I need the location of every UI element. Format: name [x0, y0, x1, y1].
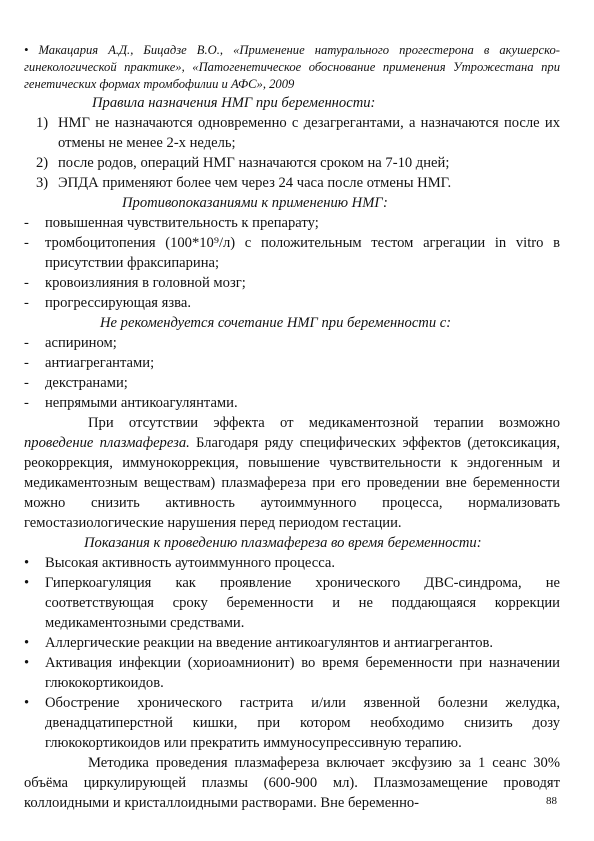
list-marker: 1): [36, 115, 49, 131]
list-item: [24, 653, 560, 693]
method-paragraph: Методика проведения плазмафереза включает эксфузию за 1 сеанс 30% объёма циркулирующей плазмы (600-900 мл). Плазмозамещение проводят коллоидными и кристаллоидными растворами. Вне беременно-: [24, 755, 560, 811]
list-item: [24, 573, 560, 633]
list-item: [24, 553, 560, 573]
list-item: [24, 213, 560, 233]
reference-citation: • Макацария А.Д., Бицадзе В.О., «Применение натурального прогестерона в акушерско-гинекологической практике», «Патогенетическое обоснование применения Утрожестана при генетических формах тромбофилии и АФС», 2009: [24, 43, 560, 91]
list-item: [24, 233, 560, 273]
plasmapheresis-paragraph: [24, 413, 560, 533]
bullet-icon: •: [24, 655, 30, 671]
list-item: [24, 393, 560, 413]
list-marker: 3): [36, 175, 49, 191]
dash-marker: -: [24, 335, 29, 351]
list-marker: 2): [36, 155, 49, 171]
dash-marker: -: [24, 355, 29, 371]
list-item: [24, 293, 560, 313]
list-item: [24, 333, 560, 353]
dash-marker: -: [24, 395, 29, 411]
bullet-icon: •: [24, 555, 30, 571]
list-item: [24, 273, 560, 293]
combo-heading: Не рекомендуется сочетание НМГ при беременности с:: [100, 315, 452, 331]
dash-marker: -: [24, 235, 29, 251]
bullet-icon: •: [24, 575, 30, 591]
list-item-text: тромбоцитопения (100*10⁹/л) с положительным тестом агрегации in vitro в присутствии фраксипарина;: [45, 235, 560, 271]
dash-marker: -: [24, 275, 29, 291]
emphasis-text: проведение плазмафереза.: [24, 435, 190, 451]
list-item-text: кровоизлияния в головной мозг;: [45, 275, 246, 291]
list-item: [24, 693, 560, 753]
list-item: [24, 633, 560, 653]
list-item: [24, 173, 560, 193]
page-number: 88: [546, 795, 557, 807]
list-item-text: Активация инфекции (хориоамнионит) во время беременности при назначении глюкокортикоидов.: [45, 655, 560, 691]
dash-marker: -: [24, 375, 29, 391]
list-item-text: антиагрегантами;: [45, 355, 155, 371]
list-item-text: аспирином;: [45, 335, 117, 351]
list-item-text: непрямыми антикоагулянтами.: [45, 395, 238, 411]
bullet-icon: •: [24, 695, 30, 711]
list-item-text: прогрессирующая язва.: [45, 295, 191, 311]
list-item-text: НМГ не назначаются одновременно с дезагрегантами, а назначаются после их отмены не менее 2-х недель;: [58, 115, 560, 151]
rules-heading: Правила назначения НМГ при беременности:: [92, 95, 376, 111]
list-item-text: Гиперкоагуляция как проявление хронического ДВС-синдрома, не соответствующая сроку беременности и не поддающаяся коррекции медикаментозными средствами.: [45, 575, 560, 631]
list-item-text: декстранами;: [45, 375, 128, 391]
list-item: [24, 373, 560, 393]
dash-marker: -: [24, 215, 29, 231]
list-item-text: после родов, операций НМГ назначаются сроком на 7-10 дней;: [58, 155, 450, 171]
list-item-text: ЭПДА применяют более чем через 24 часа после отмены НМГ.: [58, 175, 452, 191]
paragraph-text: При отсутствии эффекта от медикаментозной терапии возможно: [88, 415, 560, 431]
paragraph-text: Благодаря ряду специфических эффектов (детоксикация, реокоррекция, иммунокоррекция, повышение чувствительности к эндогенным и медикаментозным веществам) плазмафереза при его проведении вне беременности можно снизить активность аутоиммунного процесса, нормализовать гемостазиологические нарушения перед периодом гестации.: [24, 435, 560, 531]
document-page: [24, 42, 560, 813]
bullet-icon: •: [24, 635, 30, 651]
list-item-text: Высокая активность аутоиммунного процесса.: [45, 555, 335, 571]
list-item: [24, 353, 560, 373]
list-item-text: Обострение хронического гастрита и/или язвенной болезни желудка, двенадцатиперстной кишки, при котором необходимо снизить дозу глюкокортикоидов или прекратить иммуносупрессивную терапию.: [45, 695, 560, 751]
list-item: [24, 153, 560, 173]
contra-heading: Противопоказаниями к применению НМГ:: [122, 195, 388, 211]
list-item: [24, 113, 560, 153]
list-item-text: Аллергические реакции на введение антикоагулянтов и антиагрегантов.: [45, 635, 494, 651]
list-item-text: повышенная чувствительность к препарату;: [45, 215, 319, 231]
indications-heading: Показания к проведению плазмафереза во время беременности:: [84, 535, 482, 551]
dash-marker: -: [24, 295, 29, 311]
